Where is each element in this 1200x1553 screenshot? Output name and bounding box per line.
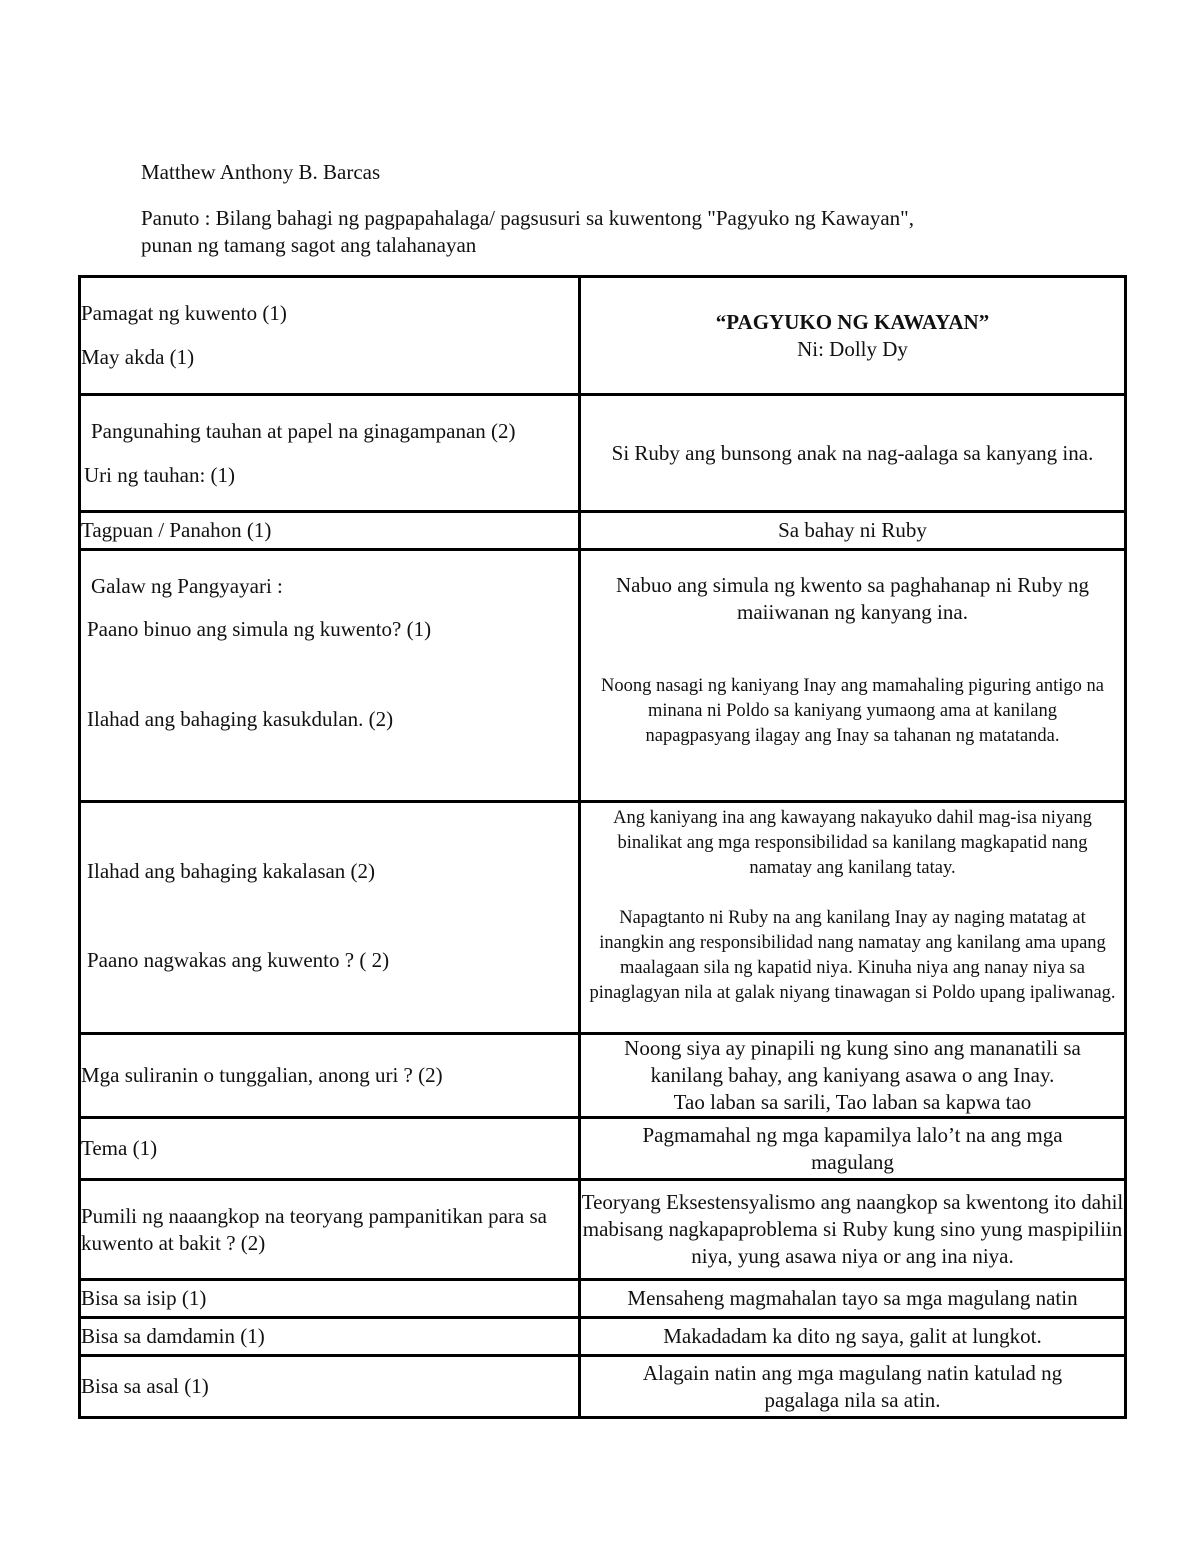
answer-conflict: Noong siya ay pinapili ng kung sino ang mananatili sa kanilang bahay, ang kaniyang asawa o ang Inay. bbox=[624, 1036, 1081, 1087]
label-author: May akda (1) bbox=[81, 345, 195, 369]
label-cell bbox=[80, 1280, 580, 1318]
label-cell bbox=[80, 1034, 580, 1118]
answer-cell bbox=[580, 550, 1126, 802]
label-theme: Tema (1) bbox=[81, 1136, 158, 1160]
label-cell bbox=[80, 1118, 580, 1180]
label-cell bbox=[80, 1180, 580, 1280]
worksheet-table bbox=[78, 275, 1127, 1419]
label-theory: Pumili ng naaangkop na teoryang pampanitikan para sa kuwento at bakit ? (2) bbox=[81, 1203, 547, 1255]
answer-setting: Sa bahay ni Ruby bbox=[778, 518, 927, 542]
table-row bbox=[80, 277, 1126, 395]
answer-theme: Pagmamahal ng mga kapamilya lalo’t na ang mga magulang bbox=[642, 1122, 1063, 1174]
student-name: Matthew Anthony B. Barcas bbox=[141, 160, 381, 184]
story-title: “PAGYUKO NG KAWAYAN” bbox=[715, 309, 990, 334]
label-climax: Ilahad ang bahaging kasukdulan. (2) bbox=[87, 707, 394, 731]
table-row bbox=[80, 1356, 1126, 1418]
table-row bbox=[80, 1280, 1126, 1318]
story-author: Ni: Dolly Dy bbox=[797, 336, 908, 361]
instructions bbox=[141, 205, 1091, 259]
instructions-line-1: Panuto : Bilang bahagi ng pagpapahalaga/ pagsusuri sa kuwentong "Pagyuko ng Kawayan", bbox=[141, 206, 914, 230]
label-cell bbox=[80, 1318, 580, 1356]
label-ending: Paano nagwakas ang kuwento ? ( 2) bbox=[87, 948, 390, 972]
label-setting: Tagpuan / Panahon (1) bbox=[81, 518, 272, 542]
answer-cell bbox=[580, 1118, 1126, 1180]
label-main-character: Pangunahing tauhan at papel na ginagampanan (2) bbox=[91, 418, 516, 443]
label-feeling: Bisa sa damdamin (1) bbox=[81, 1324, 265, 1348]
label-beginning: Paano binuo ang simula ng kuwento? (1) bbox=[87, 617, 432, 641]
answer-character: Si Ruby ang bunsong anak na nag-aalaga sa kanyang ina. bbox=[611, 440, 1094, 465]
answer-beginning: Nabuo ang simula ng kwento sa paghahanap ni Ruby ng maiiwanan ng kanyang ina. bbox=[616, 573, 1089, 624]
answer-cell bbox=[580, 512, 1126, 550]
answer-cell bbox=[580, 1318, 1126, 1356]
label-cell bbox=[80, 1356, 580, 1418]
answer-cell bbox=[580, 1180, 1126, 1280]
table-row bbox=[80, 1180, 1126, 1280]
table-row bbox=[80, 1034, 1126, 1118]
label-cell bbox=[80, 277, 580, 395]
table-row bbox=[80, 1118, 1126, 1180]
answer-cell bbox=[580, 395, 1126, 512]
answer-cell bbox=[580, 277, 1126, 395]
label-plot-heading: Galaw ng Pangyayari : bbox=[91, 574, 283, 598]
table-row bbox=[80, 802, 1126, 1034]
label-behavior: Bisa sa asal (1) bbox=[81, 1374, 209, 1398]
answer-cell bbox=[580, 1034, 1126, 1118]
table-row bbox=[80, 395, 1126, 512]
answer-climax: Noong nasagi ng kaniyang Inay ang mamahaling piguring antigo na minana ni Poldo sa kaniyang yumaong ama at kanilang napagpasyang ilagay ang Inay sa tahanan ng matatanda. bbox=[601, 676, 1104, 746]
answer-theory: Teoryang Eksestensyalismo ang naangkop sa kwentong ito dahil mabisang nagkapaproblema si Ruby kung sino yung maspipiliin niya, yung asawa niya or ang ina niya. bbox=[581, 1190, 1124, 1268]
label-title: Pamagat ng kuwento (1) bbox=[81, 301, 287, 325]
answer-conflict-type: Tao laban sa sarili, Tao laban sa kapwa tao bbox=[673, 1090, 1032, 1114]
label-character-type: Uri ng tauhan: (1) bbox=[84, 462, 236, 487]
answer-ending: Napagtanto ni Ruby na ang kanilang Inay ay naging matatag at inangkin ang responsibilidad nang namatay ang kanilang ama upang maalagaan sila ng kapatid niya. Kinuha niya ang nanay niya sa pinaglagyan nila at galak niyang tinawagan si Poldo upang ipaliwanag. bbox=[589, 908, 1116, 1003]
answer-feeling: Makadadam ka dito ng saya, galit at lungkot. bbox=[663, 1324, 1042, 1348]
answer-behavior: Alagain natin ang mga magulang natin katulad ng pagalaga nila sa atin. bbox=[642, 1360, 1063, 1412]
table-row bbox=[80, 1318, 1126, 1356]
label-cell bbox=[80, 395, 580, 512]
answer-cell bbox=[580, 802, 1126, 1034]
label-mind: Bisa sa isip (1) bbox=[81, 1286, 207, 1310]
label-falling-action: Ilahad ang bahaging kakalasan (2) bbox=[87, 859, 376, 883]
label-cell bbox=[80, 512, 580, 550]
answer-cell bbox=[580, 1356, 1126, 1418]
instructions-line-2: punan ng tamang sagot ang talahanayan bbox=[141, 233, 477, 257]
label-cell bbox=[80, 802, 580, 1034]
label-conflict: Mga suliranin o tunggalian, anong uri ? (2) bbox=[81, 1063, 443, 1087]
table-row bbox=[80, 550, 1126, 802]
answer-mind: Mensaheng magmahalan tayo sa mga magulang natin bbox=[627, 1286, 1078, 1310]
table-row bbox=[80, 512, 1126, 550]
label-cell bbox=[80, 550, 580, 802]
answer-cell bbox=[580, 1280, 1126, 1318]
answer-falling-action: Ang kaniyang ina ang kawayang nakayuko dahil mag-isa niyang binalikat ang mga responsibilidad sa kanilang magkapatid nang namatay ang kanilang tatay. bbox=[613, 808, 1092, 878]
